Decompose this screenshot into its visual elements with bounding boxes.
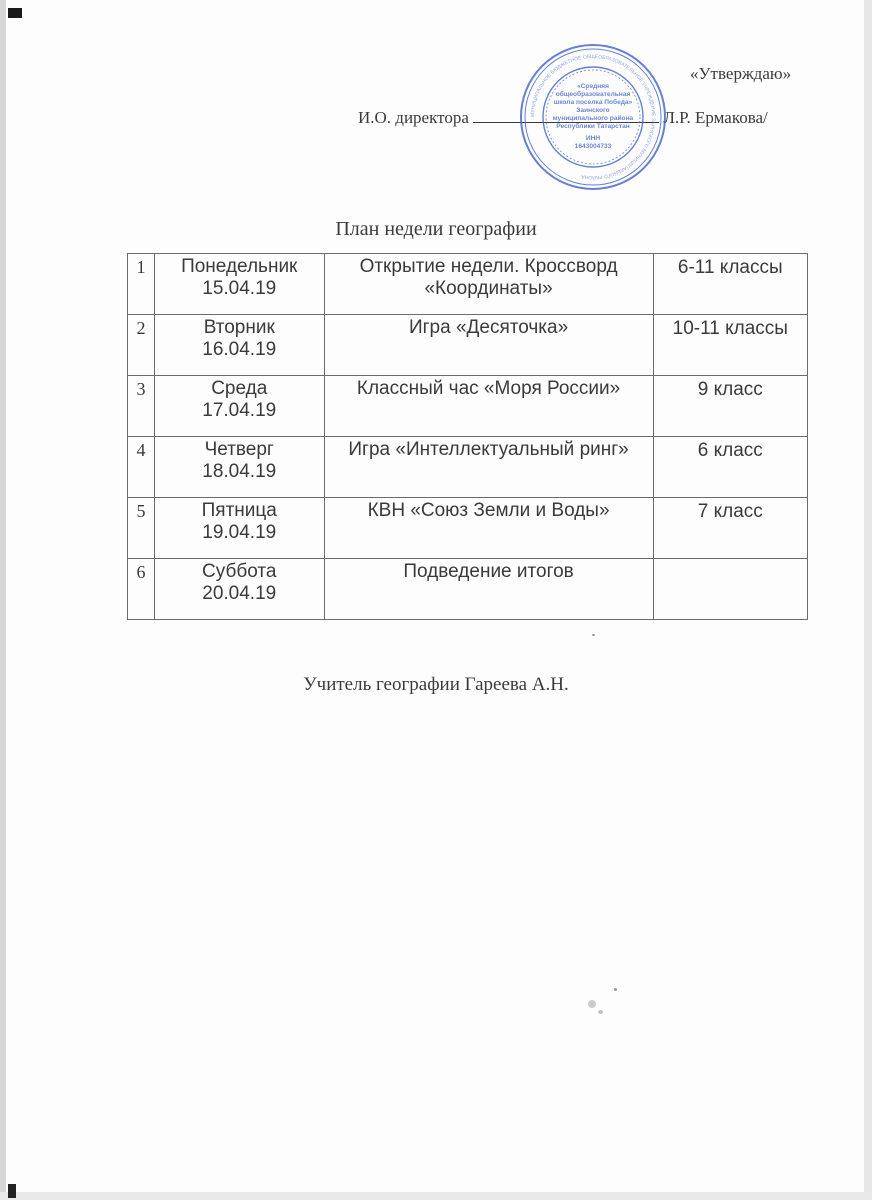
day-date: 16.04.19: [202, 339, 277, 360]
stamp-line-7: ИНН: [585, 135, 601, 142]
scan-speck: [614, 988, 617, 991]
classes-cell: 7 класс: [653, 498, 807, 559]
day-date: 15.04.19: [202, 278, 277, 299]
row-number: 1: [128, 254, 155, 315]
day-name: Среда: [211, 378, 268, 399]
table-row: [128, 437, 808, 498]
approve-label: «Утверждаю»: [690, 64, 792, 83]
day-cell: [154, 498, 324, 559]
day-date: 18.04.19: [202, 461, 277, 482]
teacher-signature: Учитель географии Гареева А.Н.: [303, 674, 569, 695]
day-name: Пятница: [201, 500, 277, 521]
school-stamp-seal: [518, 42, 668, 192]
event-cell: Классный час «Моря России»: [324, 376, 653, 437]
scan-edge-bottom: [0, 1192, 872, 1200]
day-cell: [154, 376, 324, 437]
stamp-line-6: Республики Татарстан: [556, 123, 630, 130]
table-row: [128, 315, 808, 376]
row-number: 6: [128, 559, 155, 620]
stamp-line-3: школа поселка Победа»: [553, 99, 633, 106]
classes-cell: 6 класс: [653, 437, 807, 498]
event-cell: Игра «Интеллектуальный ринг»: [324, 437, 653, 498]
table-row: [128, 376, 808, 437]
classes-cell: 9 класс: [653, 376, 807, 437]
day-name: Вторник: [203, 317, 275, 338]
day-name: Понедельник: [181, 256, 298, 277]
scan-edge-left: [0, 0, 6, 1200]
day-date: 19.04.19: [202, 522, 277, 543]
stamp-line-5: муниципального района: [552, 115, 634, 122]
scan-mark-bottom: [8, 1184, 16, 1198]
classes-cell: [653, 559, 807, 620]
row-number: 4: [128, 437, 155, 498]
day-date: 20.04.19: [202, 583, 277, 604]
page-title: План недели географии: [335, 218, 537, 240]
director-name: Л.Р. Ермакова/: [663, 108, 768, 127]
day-cell: [154, 315, 324, 376]
day-cell: [154, 254, 324, 315]
stamp-line-1: «Средняя: [577, 83, 609, 90]
day-name: Четверг: [204, 439, 274, 460]
event-cell: Игра «Десяточка»: [324, 315, 653, 376]
stamp-line-8: 1643004733: [574, 143, 612, 150]
day-date: 17.04.19: [202, 400, 277, 421]
scan-speck: [588, 1000, 596, 1008]
row-number: 3: [128, 376, 155, 437]
scan-speck: [592, 634, 595, 636]
schedule-table: [127, 253, 808, 620]
table-row: [128, 559, 808, 620]
scan-edge-right: [864, 0, 872, 1200]
day-cell: [154, 559, 324, 620]
stamp-line-2: общеобразовательная: [555, 91, 631, 98]
scan-mark: [8, 8, 22, 18]
day-name: Суббота: [202, 561, 277, 582]
classes-cell: 6-11 классы: [653, 254, 807, 315]
day-cell: [154, 437, 324, 498]
row-number: 5: [128, 498, 155, 559]
stamp-line-4: Заинского: [576, 107, 610, 114]
classes-cell: 10-11 классы: [653, 315, 807, 376]
table-row: [128, 254, 808, 315]
event-cell: Открытие недели. Кроссворд «Координаты»: [324, 254, 653, 315]
svg-text:МУНИЦИПАЛЬНОЕ БЮДЖЕТНОЕ ОБЩЕОБ: МУНИЦИПАЛЬНОЕ БЮДЖЕТНОЕ ОБЩЕОБРАЗОВАТЕЛЬНОЕ УЧРЕЖДЕНИЕ ЗАИНСКОГО МУНИЦИПАЛЬНОГО РАЙОНА: [529, 53, 657, 181]
scan-speck: [598, 1010, 603, 1014]
director-prefix: И.О. директора: [358, 108, 469, 127]
row-number: 2: [128, 315, 155, 376]
event-cell: КВН «Союз Земли и Воды»: [324, 498, 653, 559]
table-row: [128, 498, 808, 559]
event-cell: Подведение итогов: [324, 559, 653, 620]
